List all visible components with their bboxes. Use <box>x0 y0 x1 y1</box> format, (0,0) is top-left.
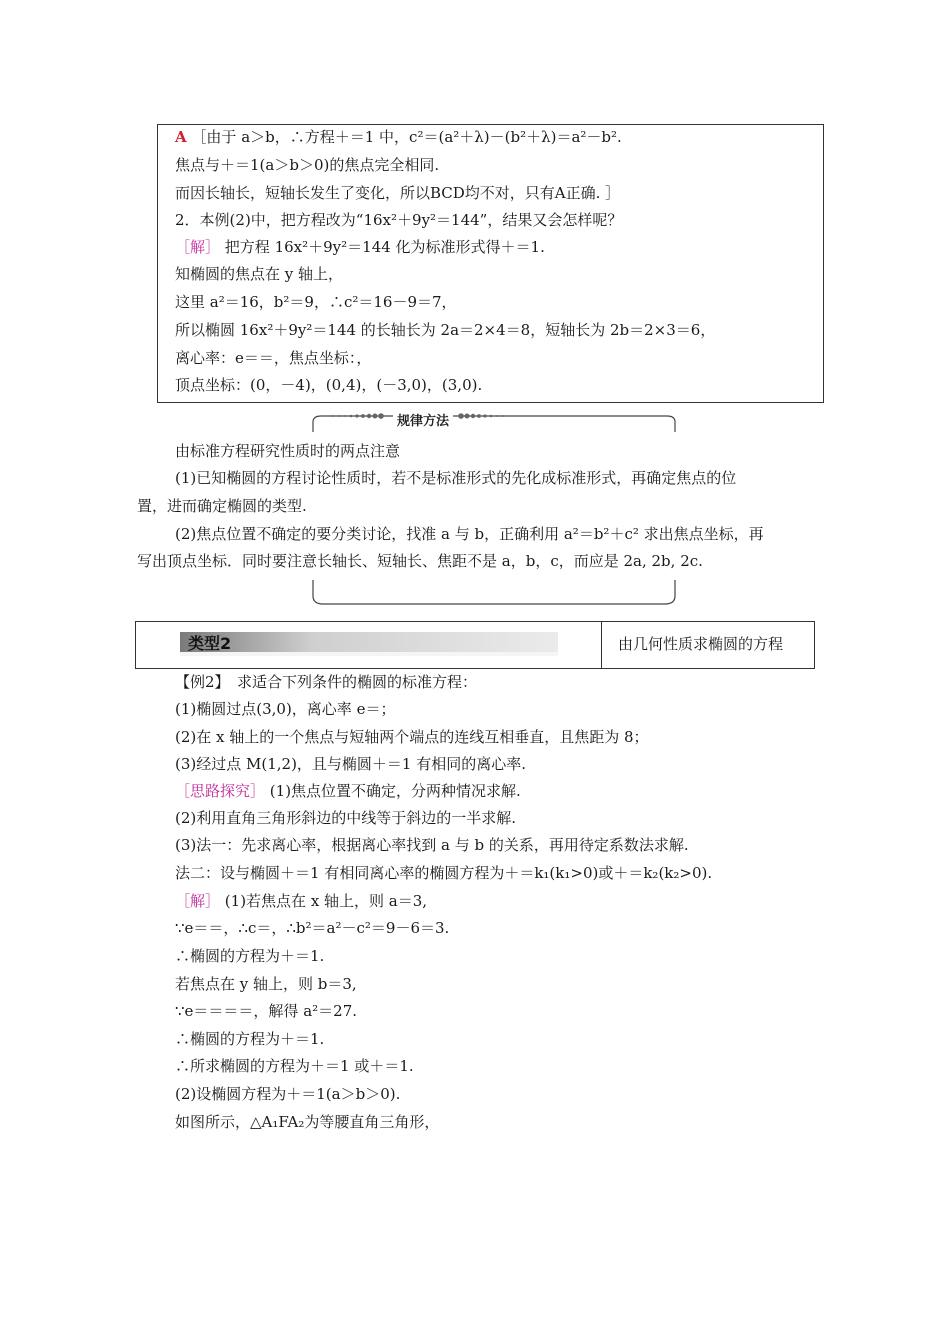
thinking-tag: ［思路探究］ <box>175 782 266 800</box>
thinking-line-4: 法二：设与椭圆＋＝1 有相同离心率的椭圆方程为＋＝k₁(k₁>0)或＋＝k₂(k₂>0). <box>175 864 713 882</box>
example-cond-1: (1)椭圆过点(3,0)，离心率 e＝； <box>175 700 396 718</box>
solution-line-4: 所以椭圆 16x²＋9y²＝144 的长轴长为 2a＝2×4＝8，短轴长为 2b＝2×3＝6， <box>175 321 716 339</box>
solution-line-1 <box>175 237 545 257</box>
method-point-2: (2)焦点位置不确定的要分类讨论，找准 a 与 b，正确利用 a²＝b²＋c² 求出焦点坐标，再 <box>175 525 764 543</box>
thinking-line-2: (2)利用直角三角形斜边的中线等于斜边的一半求解. <box>175 809 517 827</box>
thinking-line-1-text: (1)焦点位置不确定，分两种情况求解. <box>269 782 521 800</box>
example-cond-3: (3)经过点 M(1,2)，且与椭圆＋＝1 有相同的离心率. <box>175 755 527 773</box>
example-solution-2: ∵e＝＝，∴c＝，∴b²＝a²－c²＝9－6＝3. <box>175 919 450 937</box>
example-solution-4: 若焦点在 y 轴上，则 b＝3, <box>175 975 357 993</box>
answer-line-1 <box>175 127 622 147</box>
answer-line-3: 而因长轴长，短轴长发生了变化，所以BCD均不对，只有A正确. ］ <box>175 184 621 202</box>
answer-line-2: 焦点与＋＝1(a＞b＞0)的焦点完全相同. <box>175 156 440 174</box>
example-solution-5: ∵e＝＝＝＝，解得 a²＝27. <box>175 1002 358 1020</box>
banner-bottom-frame-icon <box>311 578 677 608</box>
example-cond-2: (2)在 x 轴上的一个焦点与短轴两个端点的连线互相垂直，且焦距为 8； <box>175 728 649 746</box>
method-point-1-cont: 置，进而确定椭圆的类型. <box>137 497 307 515</box>
thinking-line-1 <box>175 781 521 801</box>
method-point-2-cont: 写出顶点坐标．同时要注意长轴长、短轴长、焦距不是 a，b，c，而应是 2a, 2b, 2c. <box>137 552 703 570</box>
type-badge-icon <box>180 632 558 656</box>
type-title: 由几何性质求椭圆的方程 <box>618 635 784 653</box>
solution-line-3: 这里 a²＝16，b²＝9，∴c²＝16－9＝7， <box>175 293 457 311</box>
example-solution-1-text: (1)若焦点在 x 轴上，则 a＝3, <box>224 892 428 910</box>
example-solution-3: ∴椭圆的方程为＋＝1. <box>175 947 325 965</box>
solution-tag: ［解］ <box>175 238 221 256</box>
thinking-line-3: (3)法一：先求离心率，根据离心率找到 a 与 b 的关系，再用待定系数法求解. <box>175 836 689 854</box>
solution-line-1-text: 把方程 16x²＋9y²＝144 化为标准形式得＋＝1. <box>224 238 545 256</box>
method-banner-label: 规律方法 <box>393 410 453 429</box>
method-banner-top <box>311 408 677 434</box>
type-header <box>135 621 815 669</box>
solution-line-6: 顶点坐标：(0，－4)，(0,4)，(－3,0)，(3,0). <box>175 376 483 394</box>
solution-line-5: 离心率：e＝＝，焦点坐标：， <box>175 349 372 367</box>
example-heading: 【例2】 求适合下列条件的椭圆的标准方程： <box>175 673 478 691</box>
banner-frame-icon <box>311 408 677 434</box>
method-heading: 由标准方程研究性质时的两点注意 <box>175 442 401 460</box>
method-point-1: (1)已知椭圆的方程讨论性质时，若不是标准形式的先化成标准形式，再确定焦点的位 <box>175 469 737 487</box>
example-solution-9: 如图所示，△A₁FA₂为等腰直角三角形， <box>175 1113 440 1131</box>
answer-mark: A <box>175 128 187 146</box>
type-divider <box>601 622 602 668</box>
example-solution-1 <box>175 891 427 911</box>
example-solution-8: (2)设椭圆方程为＋＝1(a＞b＞0). <box>175 1085 401 1103</box>
answer-line-1-text: ［由于 a＞b，∴方程＋＝1 中，c²＝(a²＋λ)－(b²＋λ)＝a²－b². <box>191 128 622 146</box>
question-line: 2．本例(2)中，把方程改为“16x²＋9y²＝144”，结果又会怎样呢？ <box>175 211 623 229</box>
method-banner-bottom <box>311 578 677 608</box>
example-solution-tag: ［解］ <box>175 892 221 910</box>
example-solution-7: ∴所求椭圆的方程为＋＝1 或＋＝1. <box>175 1057 414 1075</box>
type-label: 类型2 <box>188 634 232 653</box>
solution-line-2: 知椭圆的焦点在 y 轴上， <box>175 265 344 283</box>
example-solution-6: ∴椭圆的方程为＋＝1. <box>175 1030 325 1048</box>
